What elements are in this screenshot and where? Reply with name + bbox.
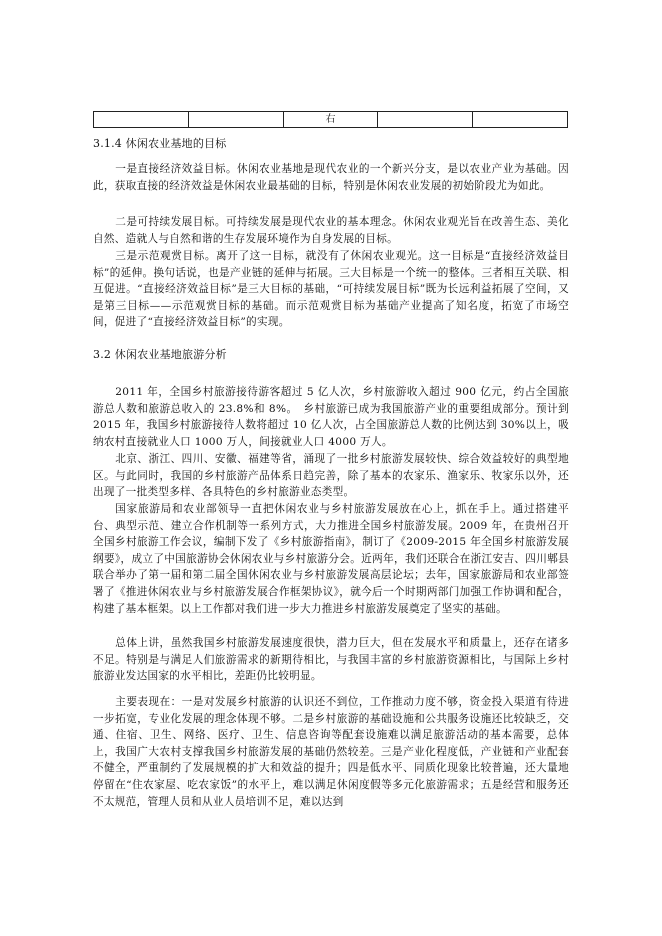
table-cell xyxy=(473,112,568,128)
paragraph: 北京、浙江、四川、安徽、福建等省，涌现了一批乡村旅游发展较快、综合效益较好的典型地区。与此同时，我国的乡村旅游产品体系日趋完善，除了基本的农家乐、渔家乐、牧家乐以外，还出现了一批类型多样、各具特色的乡村旅游业态类型。 xyxy=(93,453,569,499)
table-cell xyxy=(94,112,189,128)
table-cell: 右 xyxy=(283,112,378,128)
paragraph: 国家旅游局和农业部领导一直把休闲农业与乡村旅游发展放在心上，抓在手上。通过搭建平台、典型示范、建立合作机制等一系列方式，大力推进全国乡村旅游发展。2009 年，在贵州召开全国乡村旅游工作会议，编制下发了《乡村旅游指南》，制订了《2009-2015 年全国乡村旅游发展纲要》，成立了中国旅游协会休闲农业与乡村旅游分会。近两年，我们还联合在浙江安吉、四川郫县联合举办了第一届和第二届全国休闲农业与乡村旅游发展高层论坛；去年，国家旅游局和农业部签署了《推进休闲农业与乡村旅游发展合作框架协议》，就今后一个时期两部门加强工作协调和配合，构建了基本框架。以上工作都对我们进一步大力推进乡村旅游发展奠定了坚实的基础。 xyxy=(93,503,569,615)
table-row xyxy=(94,112,568,128)
continued-table xyxy=(93,111,568,128)
paragraph: 2011 年，全国乡村旅游接待游客超过 5 亿人次，乡村旅游收入超过 900 亿元，约占全国旅游总人数和旅游总收入的 23.8%和 8%。 乡村旅游已成为我国旅游产业的重要组成部分。预计到 2015 年，我国乡村旅游接待人数将超过 10 亿人次，占全国旅游总人数的比例达到 30%以上，吸纳农村直接就业人口 1000 万人，间接就业人口 4000 万人。 xyxy=(93,386,569,448)
table-cell xyxy=(188,112,283,128)
paragraph: 总体上讲，虽然我国乡村旅游发展速度很快，潜力巨大，但在发展水平和质量上，还存在诸多不足。特别是与满足人们旅游需求的新期待相比，与我国丰富的乡村旅游资源相比，与国际上乡村旅游业发达国家的水平相比，差距仍比较明显。 xyxy=(93,637,569,683)
section-heading-3-2: 3.2 休闲农业基地旅游分析 xyxy=(93,348,227,361)
paragraph: 二是可持续发展目标。可持续发展是现代农业的基本理念。休闲农业观光旨在改善生态、美化自然、造就人与自然和谐的生存发展环境作为自身发展的目标。 xyxy=(93,216,569,245)
paragraph: 一是直接经济效益目标。休闲农业基地是现代农业的一个新兴分支，是以农业产业为基础。因此，获取直接的经济效益是休闲农业最基础的目标，特别是休闲农业发展的初始阶段尤为如此。 xyxy=(93,163,569,192)
paragraph: 主要表现在：一是对发展乡村旅游的认识还不到位，工作推动力度不够，资金投入渠道有待进一步拓宽，专业化发展的理念体现不够。二是乡村旅游的基础设施和公共服务设施还比较缺乏，交通、住宿、卫生、网络、医疗、卫生、信息咨询等配套设施难以满足旅游活动的基本需要，总体上，我国广大农村支撑我国乡村旅游发展的基础仍然较差。三是产业化程度低，产业链和产业配套不健全，严重制约了发展规模的扩大和效益的提升；四是低水平、同质化现象比较普遍，还大量地停留在“住农家屋、吃农家饭”的水平上，难以满足休闲度假等多元化旅游需求；五是经营和服务还不太规范，管理人员和从业人员培训不足，难以达到 xyxy=(93,696,569,808)
table-cell xyxy=(378,112,473,128)
paragraph: 三是示范观赏目标。离开了这一目标，就没有了休闲农业观光。这一目标是“直接经济效益目标”的延伸。换句话说，也是产业链的延伸与拓展。三大目标是一个统一的整体。三者相互关联、相互促进。“直接经济效益目标”是三大目标的基础，“可持续发展目标”既为长远利益拓展了空间，又是第三目标——示范观赏目标的基础。而示范观赏目标为基础产业提高了知名度，拓宽了市场空间，促进了“直接经济效益目标”的实现。 xyxy=(93,250,569,329)
section-heading-3-1-4: 3.1.4 休闲农业基地的目标 xyxy=(93,137,227,150)
